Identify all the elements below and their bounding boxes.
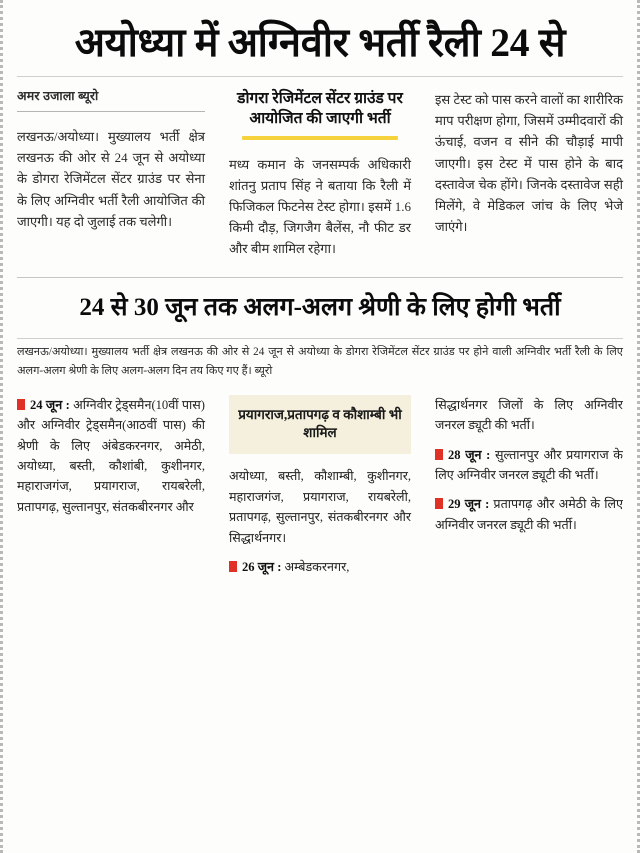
callout-box: प्रयागराज,प्रतापगढ़ व कौशाम्बी भी शामिल	[229, 395, 411, 454]
bottom-column-3	[423, 395, 623, 853]
bullet-body-text: प्रतापगढ़ और अमेठी के लिए अग्निवीर जनरल ड्यूटी की भर्ती।	[435, 497, 623, 532]
story-paragraph-2: मध्य कमान के जनसम्पर्क अधिकारी शांतनु प्रताप सिंह ने बताया कि रैली में फिजिकल फिटनेस टेस्ट होगा। इसमें 1.6 किमी दौड़, जिगजैग बैलेंस, नौ फीट डर और बीम शामिल रहेगा।	[228, 157, 411, 257]
list-item	[229, 557, 411, 577]
district-list-continued: अयोध्या, बस्ती, कौशाम्बी, कुशीनगर, महाराजगंज, प्रयागराज, रायबरेली, प्रतापगढ़, सुल्तानपुर, संतकबीरनगर और सिद्धार्थनगर।	[228, 469, 411, 545]
bullet-body-text: सुल्तानपुर और प्रयागराज के लिए अग्निवीर जनरल ड्यूटी की भर्ती।	[435, 447, 623, 483]
top-column-2	[217, 87, 423, 259]
list-item	[435, 494, 623, 535]
top-story-columns	[17, 87, 623, 259]
bottom-bullet-columns	[17, 395, 623, 853]
top-column-3	[423, 87, 623, 259]
page-title: अयोध्या में अग्निवीर भर्ती रैली 24 से	[74, 20, 566, 65]
list-item	[17, 395, 205, 517]
bullet-body-text: अम्बेडकरनगर,	[281, 559, 350, 574]
bottom-column-1	[17, 395, 217, 853]
bullet-body-text: अग्निवीर ट्रेड्समैन(10वीं पास) और अग्निवीर ट्रेड्समैन(आठवीं पास) की श्रेणी के लिए अंबेडकरनगर, अमेठी, अयोध्या, बस्ती, कौशांबी, कुशीनगर, महाराजगंज, प्रयागराज, रायबरेली, प्रतापगढ़, सुल्तानपुर, संतकबीरनगर और	[17, 397, 205, 514]
secondary-headline-divider	[17, 338, 623, 339]
story-subhead: डोगरा रेजिमेंटल सेंटर ग्राउंड पर आयोजित की जाएगी भर्ती	[237, 90, 403, 128]
section-divider	[17, 277, 623, 278]
square-bullet-icon	[229, 561, 237, 572]
bullet-date-label: 24 जून :	[30, 397, 70, 412]
bullet-date-label: 28 जून :	[448, 447, 491, 462]
secondary-headline: 24 से 30 जून तक अलग-अलग श्रेणी के लिए होगी भर्ती	[79, 294, 561, 322]
list-item	[435, 445, 623, 486]
top-column-1	[17, 87, 217, 259]
secondary-intro-paragraph: लखनऊ/अयोध्या। मुख्यालय भर्ती क्षेत्र लखनऊ की ओर से 24 जून से अयोध्या के डोगरा रेजिमेंटल सेंटर ग्राउंड पर होने वाली अग्निवीर भर्ती रैली के लिए अलग-अलग श्रेणी के लिए अलग-अलग दिन तय किए गए हैं। ब्यूरो	[17, 346, 623, 378]
story-paragraph-3: इस टेस्ट को पास करने वालों का शारीरिक माप परीक्षण होगा, जिसमें उम्मीदवारों की ऊंचाई, वजन व सीने की चौड़ाई मापी जाएगी। इस टेस्ट में पास होने के बाद दस्तावेज चेक होंगे। जिनके दस्तावेज सही मिलेंगे, वे मेडिकल जांच के लिए भेजे जाएंगे।	[435, 92, 623, 234]
square-bullet-icon	[435, 498, 443, 509]
byline-divider	[17, 111, 205, 112]
square-bullet-icon	[17, 399, 25, 410]
square-bullet-icon	[435, 449, 443, 460]
district-list-right-continued: सिद्धार्थनगर जिलों के लिए अग्निवीर जनरल ड्यूटी की भर्ती।	[435, 397, 623, 433]
story-paragraph-1: लखनऊ/अयोध्या। मुख्यालय भर्ती क्षेत्र लखनऊ की ओर से 24 जून से अयोध्या के डोगरा रेजिमेंटल सेंटर ग्राउंड पर सेना के लिए अग्निवीर भर्ती रैली आयोजित की जाएगी। यह दो जुलाई तक चलेगी।	[17, 129, 205, 229]
bottom-column-2	[217, 395, 423, 853]
bullet-date-label: 26 जून :	[241, 559, 282, 574]
byline: अमर उजाला ब्यूरो	[17, 89, 99, 104]
subhead-underline	[242, 136, 399, 140]
bullet-date-label: 29 जून :	[448, 497, 490, 512]
headline-divider	[17, 76, 623, 77]
section-spacer	[17, 259, 623, 277]
